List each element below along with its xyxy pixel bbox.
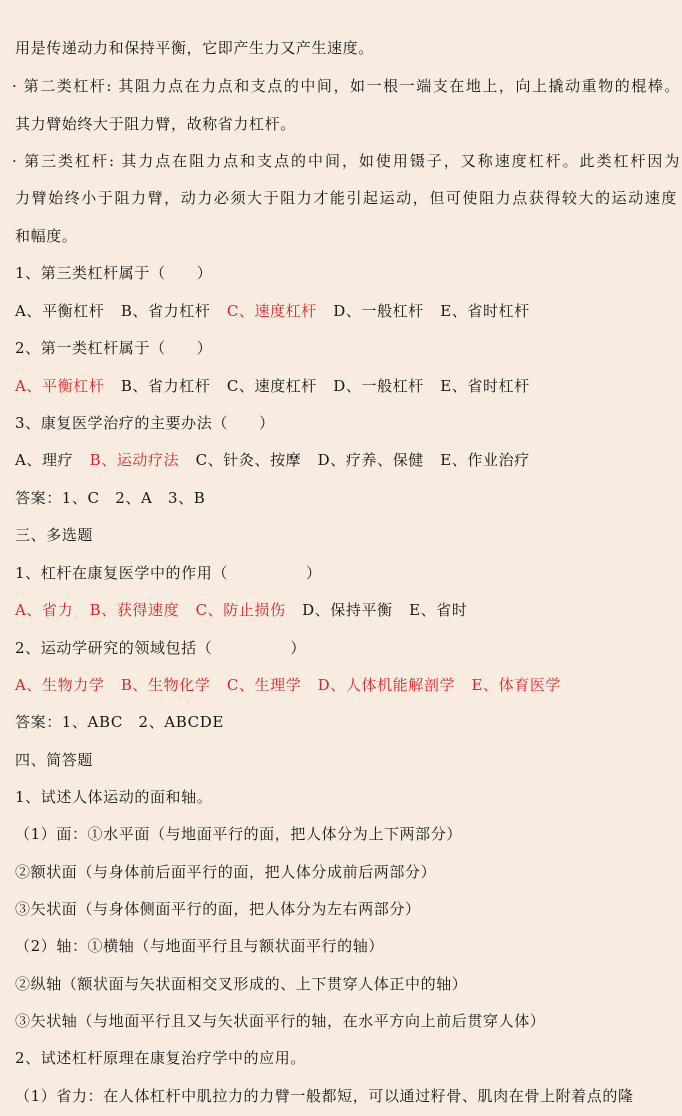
question-2: 2、第一类杠杆属于（ ）	[15, 339, 213, 357]
question-1-options	[15, 299, 541, 323]
option-a-answer: A、平衡杠杆	[15, 377, 105, 395]
multi-question-2: 2、运动学研究的领域包括（ ）	[15, 639, 306, 657]
option-e: E、省时杠杆	[440, 302, 530, 320]
text-line: 其力臂始终大于阻力臂，故称省力杠杆。	[15, 115, 296, 133]
option-e: E、作业治疗	[440, 451, 530, 469]
question-1: 1、第三类杠杆属于（ ）	[15, 264, 213, 282]
question-3: 3、康复医学治疗的主要办法（ ）	[15, 414, 275, 432]
option-c-answer: C、速度杠杆	[226, 302, 317, 320]
option-c: C、针灸、按摩	[195, 451, 302, 469]
answer-line: （1）面：①水平面（与地面平行的面，把人体分为上下两部分）	[15, 825, 462, 843]
section-heading-multiple-choice: 三、多选题	[15, 526, 94, 544]
text-line: · 第二类杠杆: 其阻力点在力点和支点的中间，如一根一端支在地上，向上撬动重物的棍棒。	[12, 77, 680, 95]
option-b: B、省力杠杆	[120, 377, 211, 395]
text-line: 力臂始终小于阻力臂，动力必须大于阻力才能引起运动，但可使阻力点获得较大的运动速度	[15, 189, 677, 207]
answer-key-multiple: 答案：1、ABC 2、ABCDE	[15, 713, 224, 731]
option-e: E、省时	[409, 601, 468, 619]
short-question-2: 2、试述杠杆原理在康复治疗学中的应用。	[15, 1049, 306, 1067]
multi-question-2-options	[15, 673, 572, 697]
text-line: 用是传递动力和保持平衡，它即产生力又产生速度。	[15, 39, 374, 57]
multi-question-1-options	[15, 598, 478, 622]
question-3-options	[15, 448, 541, 472]
answer-line: （1）省力：在人体杠杆中肌拉力的力臂一般都短，可以通过籽骨、肌肉在骨上附着点的隆	[15, 1087, 634, 1105]
option-d: D、疗养、保健	[317, 451, 424, 469]
option-d: D、一般杠杆	[333, 377, 424, 395]
answer-line: ③矢状面（与身体侧面平行的面，把人体分为左右两部分）	[15, 900, 421, 918]
option-c-answer: C、防止损伤	[195, 601, 286, 619]
option-d: D、保持平衡	[302, 601, 393, 619]
answer-line: ③矢状轴（与地面平行且又与矢状面平行的轴，在水平方向上前后贯穿人体）	[15, 1012, 546, 1030]
short-question-1: 1、试述人体运动的面和轴。	[15, 788, 213, 806]
option-a-answer: A、省力	[15, 601, 74, 619]
answer-line: （2）轴：①横轴（与地面平行且与额状面平行的轴）	[15, 937, 384, 955]
answer-line: ②额状面（与身体前后面平行的面，把人体分成前后两部分）	[15, 863, 437, 881]
option-a: A、平衡杠杆	[15, 302, 105, 320]
text-line: · 第三类杠杆: 其力点在阻力点和支点的中间，如使用镊子，又称速度杠杆。此类杠杆因为	[12, 152, 680, 170]
option-e-answer: E、体育医学	[471, 676, 562, 694]
option-a-answer: A、生物力学	[15, 676, 105, 694]
question-2-options	[15, 374, 541, 398]
multi-question-1: 1、杠杆在康复医学中的作用（ ）	[15, 564, 322, 582]
section-heading-short-answer: 四、简答题	[15, 751, 94, 769]
option-e: E、省时杠杆	[440, 377, 530, 395]
option-c: C、速度杠杆	[226, 377, 317, 395]
option-d-answer: D、人体机能解剖学	[317, 676, 456, 694]
option-d: D、一般杠杆	[333, 302, 424, 320]
option-b-answer: B、获得速度	[89, 601, 180, 619]
option-b-answer: B、生物化学	[120, 676, 211, 694]
option-c-answer: C、生理学	[226, 676, 302, 694]
text-line: 和幅度。	[15, 227, 78, 245]
option-b: B、省力杠杆	[120, 302, 211, 320]
option-a: A、理疗	[15, 451, 74, 469]
option-b-answer: B、运动疗法	[89, 451, 180, 469]
answer-line: ②纵轴（额状面与矢状面相交叉形成的、上下贯穿人体正中的轴）	[15, 975, 468, 993]
answer-key-single: 答案：1、C 2、A 3、B	[15, 489, 206, 507]
